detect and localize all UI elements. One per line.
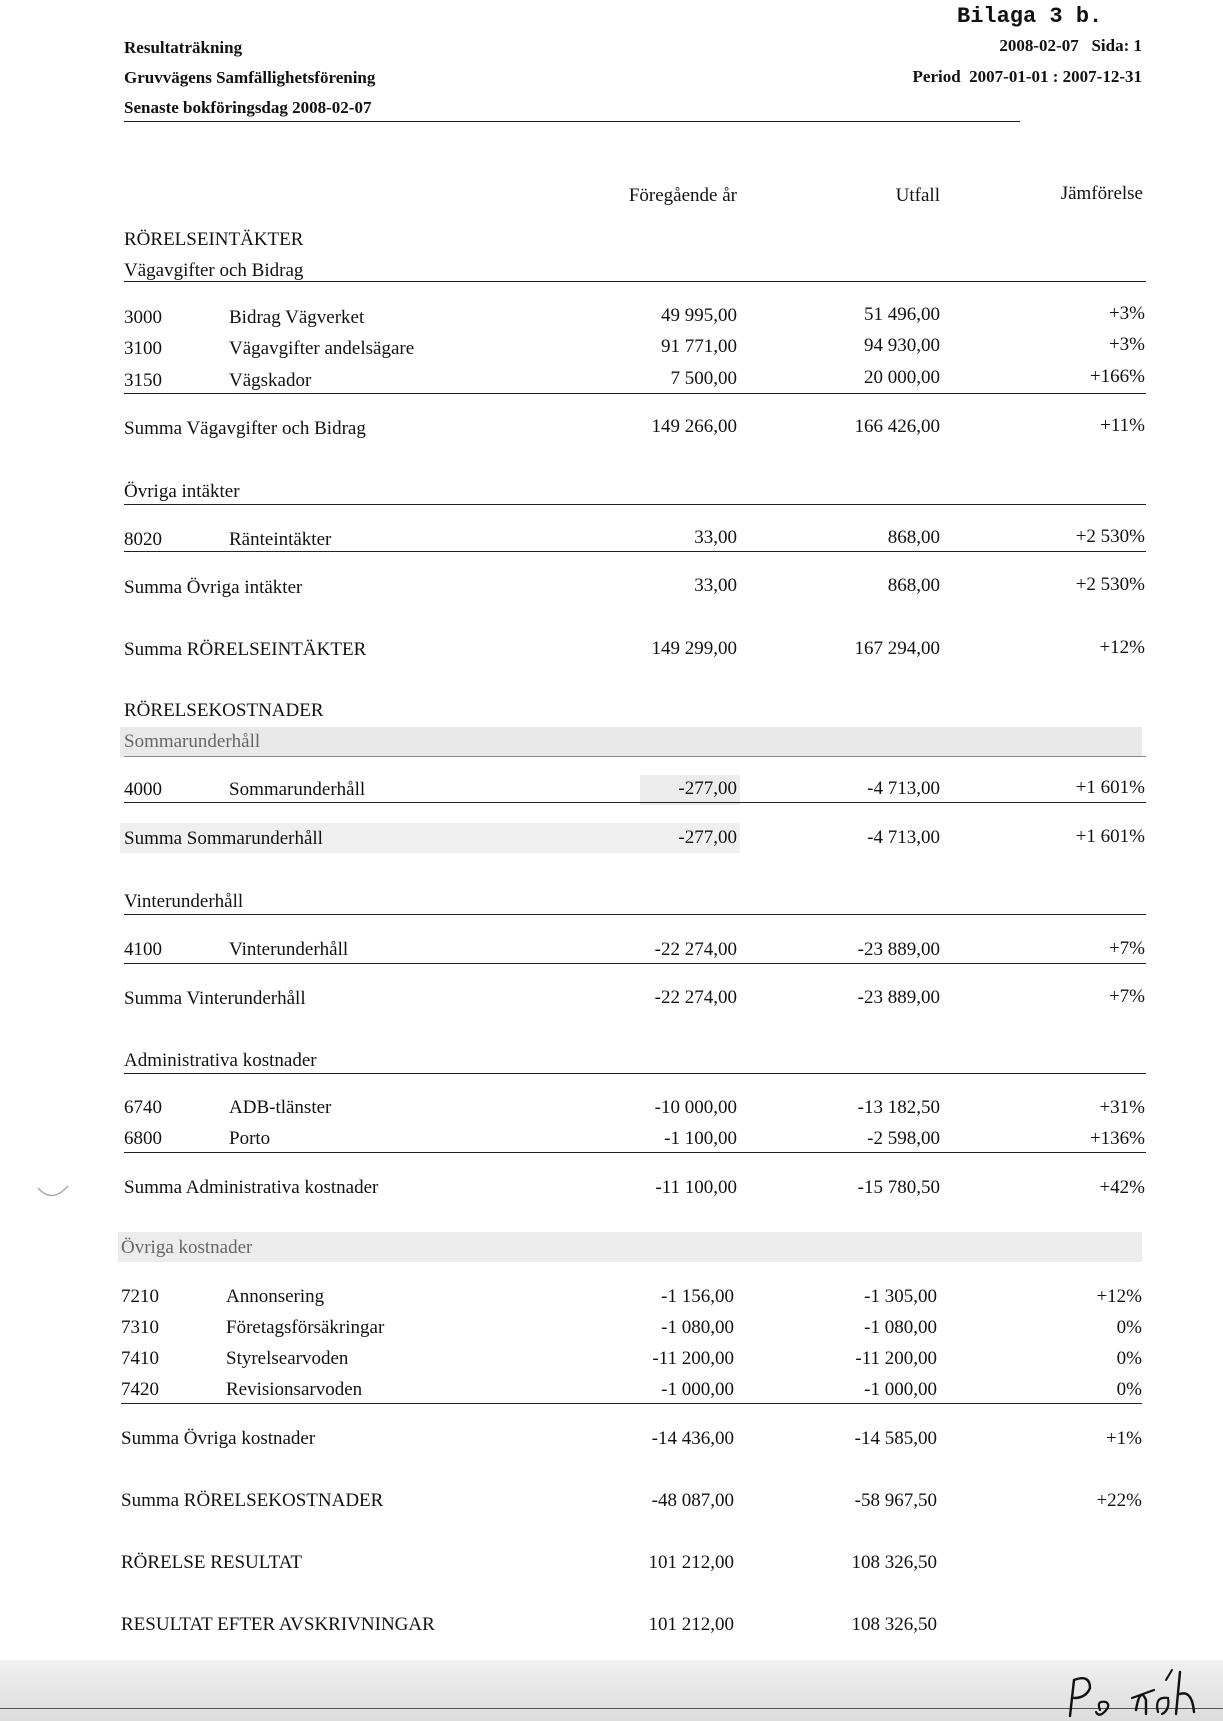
account-name: Vägavgifter andelsägare (229, 338, 415, 359)
previous-year-value: 101 212,00 (648, 1552, 734, 1573)
previous-year-value: -22 274,00 (654, 939, 737, 960)
account-number: 3150 (124, 370, 162, 391)
comparison-value: +1 601% (1075, 777, 1145, 798)
previous-year-value: 91 771,00 (661, 336, 737, 357)
handwritten-initials-signature (1050, 1650, 1220, 1721)
account-number: 3000 (124, 307, 162, 328)
col-header-outcome: Utfall (895, 185, 940, 206)
comparison-value: +2 530% (1075, 526, 1145, 547)
group-title-other-income: Övriga intäkter (124, 481, 240, 502)
previous-year-value: 33,00 (694, 527, 737, 548)
outcome-value: -23 889,00 (857, 987, 940, 1008)
comparison-value: +12% (1099, 637, 1145, 658)
account-name: Revisionsarvoden (226, 1379, 363, 1400)
comparison-value: +12% (1096, 1286, 1142, 1307)
outcome-value: 20 000,00 (864, 367, 940, 388)
previous-year-value: -22 274,00 (654, 987, 737, 1008)
outcome-value: 108 326,50 (851, 1614, 937, 1635)
total-label: Summa RÖRELSEINTÄKTER (124, 639, 367, 660)
comparison-value: 0% (1116, 1317, 1142, 1338)
previous-year-value: -11 200,00 (652, 1348, 734, 1369)
previous-year-value: -277,00 (678, 778, 737, 799)
account-name: Porto (229, 1128, 271, 1149)
outcome-value: 108 326,50 (851, 1552, 937, 1573)
total-label: Summa RÖRELSEKOSTNADER (121, 1490, 384, 1511)
account-number: 6740 (124, 1097, 162, 1118)
subtotal-label: Summa Övriga intäkter (124, 577, 303, 598)
outcome-value: 868,00 (887, 575, 940, 596)
comparison-value: +2 530% (1075, 574, 1145, 595)
scan-shade (120, 727, 1142, 757)
group-rule (124, 914, 1146, 915)
outcome-value: 51 496,00 (864, 304, 940, 325)
previous-year-value: -48 087,00 (651, 1490, 734, 1511)
subtotal-label: Summa Vägavgifter och Bidrag (124, 418, 366, 439)
previous-year-value: -1 000,00 (661, 1379, 734, 1400)
account-name: Sommarunderhåll (229, 779, 366, 800)
account-number: 7210 (121, 1286, 159, 1307)
outcome-value: -58 967,50 (854, 1490, 937, 1511)
previous-year-value: -14 436,00 (651, 1428, 734, 1449)
outcome-value: -14 585,00 (854, 1428, 937, 1449)
group-rule (124, 1152, 1146, 1153)
group-title-road-fees: Vägavgifter och Bidrag (124, 260, 304, 281)
group-title-summer-maintenance: Sommarunderhåll (124, 731, 261, 752)
previous-year-value: 7 500,00 (670, 368, 737, 389)
subtotal-label: Summa Sommarunderhåll (124, 828, 323, 849)
comparison-value: +1% (1105, 1428, 1142, 1449)
scan-footer-band (0, 1660, 1223, 1721)
account-name: Ränteintäkter (229, 529, 332, 550)
account-name: ADB-tlänster (229, 1097, 332, 1118)
organization-name: Gruvvägens Samfällighetsförening (124, 68, 376, 87)
outcome-value: -1 305,00 (864, 1286, 937, 1307)
previous-year-value: 149 299,00 (651, 638, 737, 659)
comparison-value: +7% (1108, 986, 1145, 1007)
account-name: Företagsförsäkringar (226, 1317, 385, 1338)
col-header-comparison: Jämförelse (1060, 183, 1143, 204)
subtotal-label: Summa Vinterunderhåll (124, 988, 306, 1009)
previous-year-value: -1 080,00 (661, 1317, 734, 1338)
previous-year-value: -11 100,00 (655, 1177, 737, 1198)
punch-hole-mark (36, 1182, 70, 1204)
account-number: 6800 (124, 1128, 162, 1149)
comparison-value: +1 601% (1075, 826, 1145, 847)
account-name: Vägskador (229, 370, 312, 391)
previous-year-value: 149 266,00 (651, 416, 737, 437)
group-rule (124, 393, 1146, 394)
group-rule (121, 1403, 1142, 1404)
outcome-value: -15 780,50 (857, 1177, 940, 1198)
previous-year-value: -10 000,00 (654, 1097, 737, 1118)
account-number: 7420 (121, 1379, 159, 1400)
group-rule (124, 1073, 1146, 1074)
group-rule (124, 756, 1146, 757)
scan-shade (118, 1232, 1142, 1262)
outcome-value: -1 000,00 (864, 1379, 937, 1400)
outcome-value: -4 713,00 (867, 778, 940, 799)
account-number: 4000 (124, 779, 162, 800)
col-header-previous-year: Föregående år (628, 185, 737, 206)
outcome-value: -4 713,00 (867, 827, 940, 848)
account-name: Styrelsearvoden (226, 1348, 349, 1369)
comparison-value: 0% (1116, 1348, 1142, 1369)
account-number: 8020 (124, 529, 162, 550)
comparison-value: +11% (1100, 415, 1145, 436)
outcome-value: -11 200,00 (855, 1348, 937, 1369)
outcome-value: -23 889,00 (857, 939, 940, 960)
date-and-page: 2008-02-07 Sida: 1 (999, 36, 1142, 55)
attachment-label: Bilaga 3 b. (957, 4, 1103, 29)
section-heading-costs: RÖRELSEKOSTNADER (124, 700, 324, 721)
last-booking-date: Senaste bokföringsdag 2008-02-07 (124, 98, 372, 117)
result-label: RÖRELSE RESULTAT (121, 1552, 302, 1573)
previous-year-value: 33,00 (694, 575, 737, 596)
previous-year-value: -277,00 (678, 827, 737, 848)
account-name: Vinterunderhåll (229, 939, 349, 960)
account-number: 3100 (124, 338, 162, 359)
report-title: Resultaträkning (124, 38, 243, 57)
comparison-value: +136% (1089, 1128, 1145, 1149)
account-number: 7410 (121, 1348, 159, 1369)
account-number: 4100 (124, 939, 162, 960)
group-rule (124, 281, 1146, 282)
comparison-value: +7% (1108, 938, 1145, 959)
page-edge-line (0, 1708, 1223, 1709)
outcome-value: 94 930,00 (864, 335, 940, 356)
outcome-value: 166 426,00 (854, 416, 940, 437)
outcome-value: -1 080,00 (864, 1317, 937, 1338)
comparison-value: +22% (1096, 1490, 1142, 1511)
group-title-administrative-costs: Administrativa kostnader (124, 1050, 317, 1071)
account-name: Annonsering (226, 1286, 325, 1307)
previous-year-value: 49 995,00 (661, 305, 737, 326)
group-rule (124, 802, 1146, 803)
subtotal-label: Summa Övriga kostnader (121, 1428, 316, 1449)
account-name: Bidrag Vägverket (229, 307, 365, 328)
outcome-value: 868,00 (887, 527, 940, 548)
group-title-winter-maintenance: Vinterunderhåll (124, 891, 244, 912)
group-rule (124, 963, 1146, 964)
group-rule (124, 551, 1146, 552)
outcome-value: 167 294,00 (854, 638, 940, 659)
group-title-other-costs: Övriga kostnader (121, 1237, 253, 1258)
comparison-value: 0% (1116, 1379, 1142, 1400)
previous-year-value: -1 156,00 (661, 1286, 734, 1307)
comparison-value: +3% (1108, 303, 1145, 324)
header-rule (124, 121, 1020, 122)
account-number: 7310 (121, 1317, 159, 1338)
section-heading-revenue: RÖRELSEINTÄKTER (124, 229, 304, 250)
group-rule (124, 504, 1146, 505)
period: Period 2007-01-01 : 2007-12-31 (912, 67, 1142, 86)
previous-year-value: 101 212,00 (648, 1614, 734, 1635)
comparison-value: +166% (1089, 366, 1145, 387)
outcome-value: -2 598,00 (867, 1128, 940, 1149)
result-after-depreciation-label: RESULTAT EFTER AVSKRIVNINGAR (121, 1614, 435, 1635)
comparison-value: +3% (1108, 334, 1145, 355)
subtotal-label: Summa Administrativa kostnader (124, 1177, 379, 1198)
outcome-value: -13 182,50 (857, 1097, 940, 1118)
comparison-value: +31% (1099, 1097, 1145, 1118)
previous-year-value: -1 100,00 (664, 1128, 737, 1149)
comparison-value: +42% (1099, 1177, 1145, 1198)
